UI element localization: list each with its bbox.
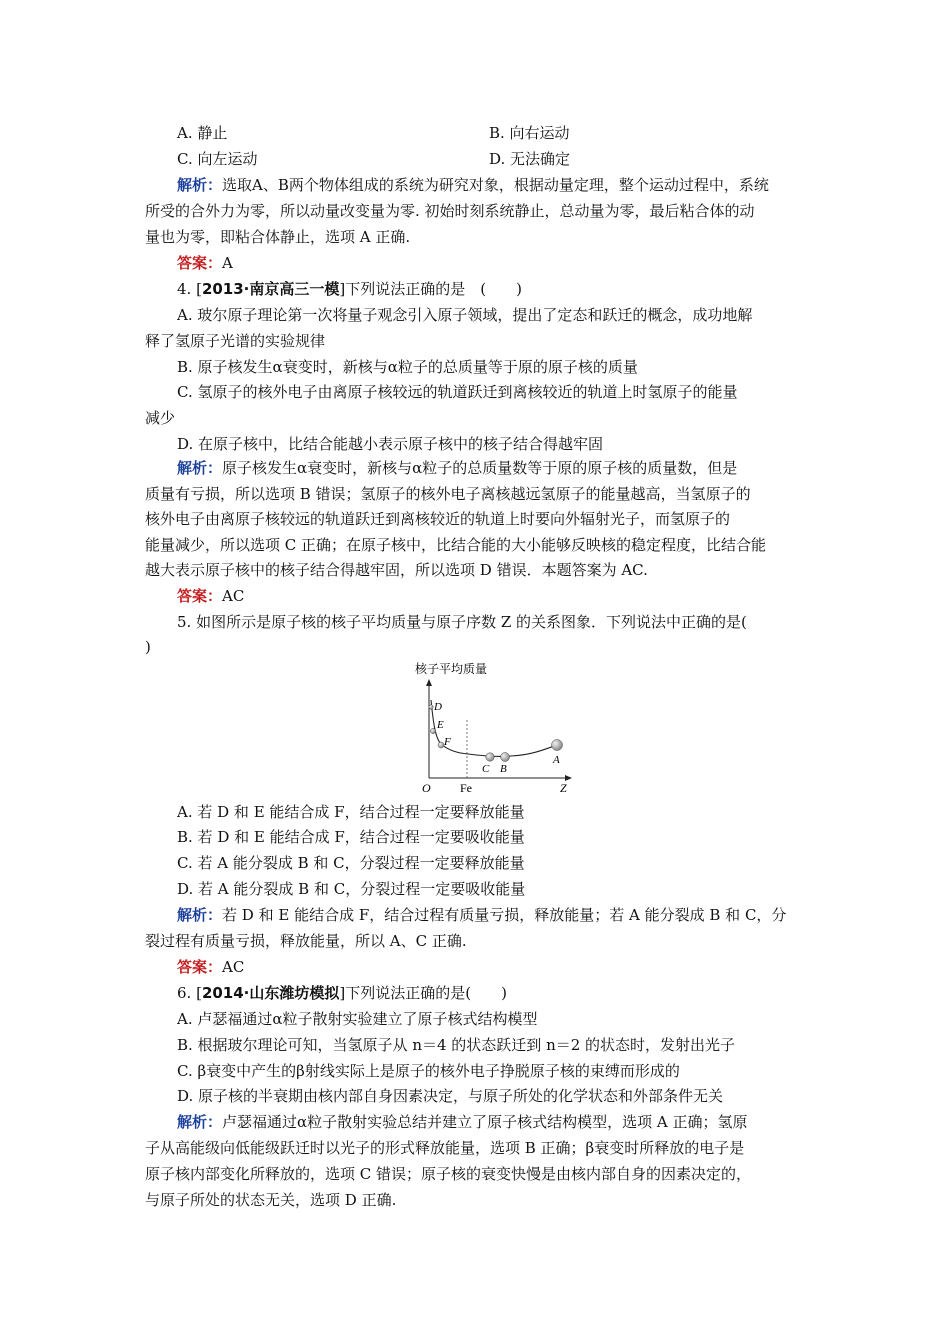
q5-analysis-text-1: 若 D 和 E 能结合成 F，结合过程有质量亏损，释放能量；若 A 能分裂成 B 和 C，分 [222,906,787,924]
q4-answer-label: 答案： [177,587,223,605]
q3-analysis-line-3: 量也为零，即粘合体静止，选项 A 正确. [145,228,411,246]
q6-number: 6. [ [177,984,202,1002]
q6-analysis-line-2: 子从高能级向低能级跃迁时以光子的形式释放能量，选项 B 正确；β衰变时所释放的电子是 [145,1139,745,1157]
q4-source: 2013·南京高三一模 [201,280,340,298]
q4-analysis-line-1 [177,458,809,480]
q5-answer-label: 答案： [177,958,223,976]
q4-option-b: B. 原子核发生α衰变时，新核与α粒子的总质量等于原的原子核的质量 [177,358,638,376]
graph-point-a [552,740,563,751]
q4-analysis-line-5: 越大表示原子核中的核子结合得越牢固，所以选项 D 错误．本题答案为 AC. [145,561,648,579]
q4-analysis-line-3: 核外电子由离原子核较远的轨道跃迁到离核较近的轨道上时要向外辐射光子，而氢原子的 [145,510,731,528]
q4-number: 4. [ [177,280,202,298]
graph-y-label: 核子平均质量 [415,662,488,676]
q4-option-c-line-1: C. 氢原子的核外电子由离原子核较远的轨道跃迁到离核较近的轨道上时氢原子的能量 [177,383,738,401]
q6-analysis-line-1 [177,1112,809,1134]
q5-option-c: C. 若 A 能分裂成 B 和 C，分裂过程一定要释放能量 [177,854,525,872]
graph-point-e [430,728,435,733]
q6-analysis-line-4: 与原子所处的状态无关，选项 D 正确. [145,1191,397,1209]
q6-analysis-label: 解析： [177,1113,223,1131]
q5-analysis-line-1 [177,905,809,927]
q3-option-b: B. 向右运动 [489,124,570,142]
q4-analysis-text-1: 原子核发生α衰变时，新核与α粒子的总质量数等于原的原子核的质量数，但是 [222,459,738,477]
q4-option-c-line-2: 减少 [145,409,176,427]
q3-option-d: D. 无法确定 [489,150,571,168]
q5-option-a: A. 若 D 和 E 能结合成 F，结合过程一定要释放能量 [177,803,525,821]
graph-label-e: E [437,719,444,731]
q3-analysis-label: 解析： [177,176,223,194]
q6-stem-text: ]下列说法正确的是( ) [339,984,507,1002]
q3-analysis-text-1: 选取A、B两个物体组成的系统为研究对象，根据动量定理，整个运动过程中，系统 [222,176,769,194]
q6-option-b: B. 根据玻尔理论可知，当氢原子从 n＝4 的状态跃迁到 n＝2 的状态时，发射出光子 [177,1036,736,1054]
q5-stem-line-2: ) [145,638,151,656]
graph-label-c: C [482,763,490,775]
q6-stem [177,983,809,1005]
graph-label-d: D [434,701,442,713]
q3-option-c: C. 向左运动 [177,150,258,168]
graph-origin-label: O [422,781,431,795]
q5-answer-value: AC [222,958,245,976]
q6-option-d: D. 原子核的半衰期由核内部自身因素决定，与原子所处的化学状态和外部条件无关 [177,1087,724,1105]
q4-analysis-line-4: 能量减少，所以选项 C 正确；在原子核中，比结合能的大小能够反映核的稳定程度，比结合能 [145,536,767,554]
graph-point-b [501,753,510,762]
q4-analysis-line-2: 质量有亏损，所以选项 B 错误；氢原子的核外电子离核越远氢原子的能量越高，当氢原子的 [145,485,751,503]
q6-option-c: C. β衰变中产生的β射线实际上是原子的核外电子挣脱原子核的束缚而形成的 [177,1062,680,1080]
q4-option-d: D. 在原子核中，比结合能越小表示原子核中的核子结合得越牢固 [177,435,604,453]
q5-answer-line [177,957,809,979]
q3-analysis-line-1 [177,175,809,197]
graph-y-arrow [426,679,432,686]
q3-answer-value: A [222,254,233,272]
q4-answer-value: AC [222,587,245,605]
q6-source: 2014·山东潍坊模拟 [201,984,340,1002]
q3-answer-line [177,253,809,275]
nucleon-mass-graph [393,660,578,795]
q6-analysis-text-1: 卢瑟福通过α粒子散射实验总结并建立了原子核式结构模型，选项 A 正确；氢原 [222,1113,748,1131]
graph-point-d [429,705,433,709]
q5-analysis-label: 解析： [177,906,223,924]
q6-analysis-line-3: 原子核内部变化所释放的，选项 C 错误；原子核的衰变快慢是由核内部自身的因素决定的， [145,1165,752,1183]
graph-fe-label: Fe [460,781,472,795]
q4-analysis-label: 解析： [177,459,223,477]
q3-option-a: A. 静止 [177,124,228,142]
graph-label-b: B [500,763,507,775]
q4-stem-text: ]下列说法正确的是 ( ) [339,280,522,298]
graph-x-label: Z [560,781,567,795]
graph-label-f: F [444,736,451,748]
q4-stem [177,279,809,301]
graph-label-a: A [553,754,560,766]
q4-option-a-line-1: A. 玻尔原子理论第一次将量子观念引入原子领域，提出了定态和跃迁的概念，成功地解 [177,306,753,324]
q4-answer-line [177,586,809,608]
q3-analysis-line-2: 所受的合外力为零，所以动量改变量为零. 初始时刻系统静止，总动量为零，最后粘合体的动 [145,202,755,220]
q6-option-a: A. 卢瑟福通过α粒子散射实验建立了原子核式结构模型 [177,1010,538,1028]
q4-option-a-line-2: 释了氢原子光谱的实验规律 [145,332,326,350]
q3-answer-label: 答案： [177,254,223,272]
graph-point-c [486,753,494,761]
q5-stem-line-1: 5. 如图所示是原子核的核子平均质量与原子序数 Z 的关系图象．下列说法中正确的是( [177,613,747,631]
q5-analysis-line-2: 裂过程有质量亏损，释放能量，所以 A、C 正确. [145,932,467,950]
q5-option-b: B. 若 D 和 E 能结合成 F，结合过程一定要吸收能量 [177,828,525,846]
q5-option-d: D. 若 A 能分裂成 B 和 C，分裂过程一定要吸收能量 [177,880,526,898]
